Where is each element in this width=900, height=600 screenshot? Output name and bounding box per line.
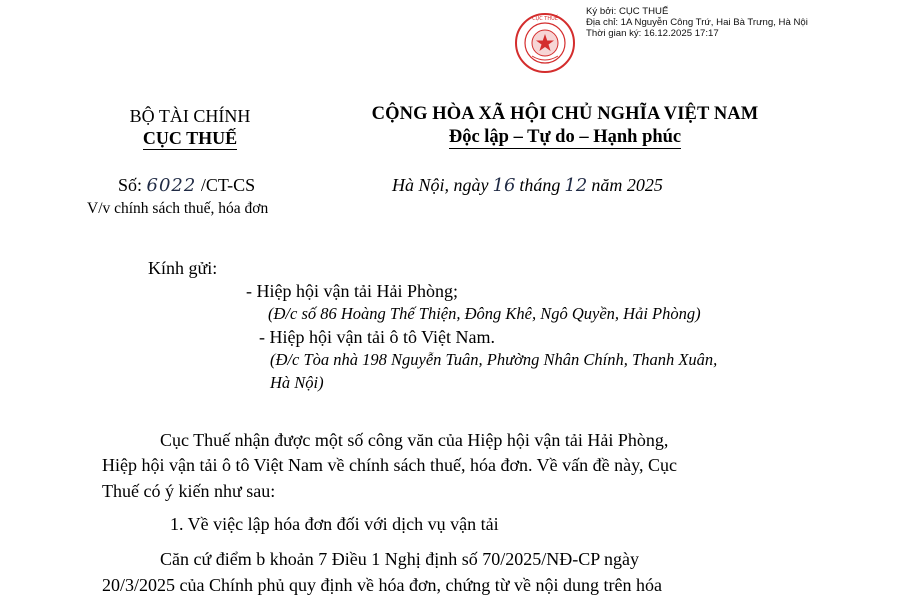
section-heading-1: 1. Về việc lập hóa đơn đối với dịch vụ vận tải (170, 514, 499, 534)
document-subject: V/v chính sách thuế, hóa đơn (87, 200, 269, 217)
official-seal-icon (514, 12, 576, 74)
paragraph-1-line-1: Cục Thuế nhận được một số công văn của Hiệp hội vận tải Hải Phòng, (160, 430, 669, 450)
sign-time: Thời gian ký: 16.12.2025 17:17 (586, 28, 719, 39)
handwritten-number: 6022 (146, 175, 197, 196)
paragraph-2-line-1: Căn cứ điểm b khoản 7 Điều 1 Nghị định số 70/2025/NĐ-CP ngày (160, 549, 640, 569)
recipient-1-address: (Đ/c số 86 Hoàng Thế Thiện, Đông Khê, Ngô Quyền, Hải Phòng) (268, 304, 701, 323)
greeting: Kính gửi: (148, 258, 218, 278)
seal-text: CỤC THUẾ (532, 16, 558, 22)
signed-by: Ký bởi: CỤC THUẾ (586, 6, 669, 17)
recipient-2-address-cont: Hà Nội) (270, 373, 324, 392)
nation-title: CỘNG HÒA XÃ HỘI CHỦ NGHĨA VIỆT NAM (371, 104, 759, 124)
document-date: Hà Nội, ngày 16 tháng 12 năm 2025 (392, 175, 663, 196)
signature-info (586, 6, 808, 39)
handwritten-day: 16 (492, 175, 516, 196)
recipient-1: - Hiệp hội vận tải Hải Phòng; (246, 281, 458, 301)
ministry-name: BỘ TÀI CHÍNH (129, 106, 251, 126)
paragraph-1-line-2: Hiệp hội vận tải ô tô Việt Nam về chính sách thuế, hóa đơn. Về vấn đề này, Cục (102, 455, 677, 475)
paragraph-2-line-2: 20/3/2025 của Chính phủ quy định về hóa đơn, chứng từ về nội dung trên hóa (102, 575, 662, 595)
document-number: Số: 6022 /CT-CS (118, 175, 256, 196)
signer-address: Địa chỉ: 1A Nguyễn Công Trứ, Hai Bà Trưng, Hà Nội (586, 17, 808, 28)
recipient-2-address: (Đ/c Tòa nhà 198 Nguyễn Tuân, Phường Nhân Chính, Thanh Xuân, (270, 350, 718, 369)
department-name: CỤC THUẾ (142, 128, 238, 148)
paragraph-1-line-3: Thuế có ý kiến như sau: (102, 481, 276, 501)
national-motto: Độc lập – Tự do – Hạnh phúc (448, 127, 682, 147)
recipient-2: - Hiệp hội vận tải ô tô Việt Nam. (259, 327, 496, 347)
